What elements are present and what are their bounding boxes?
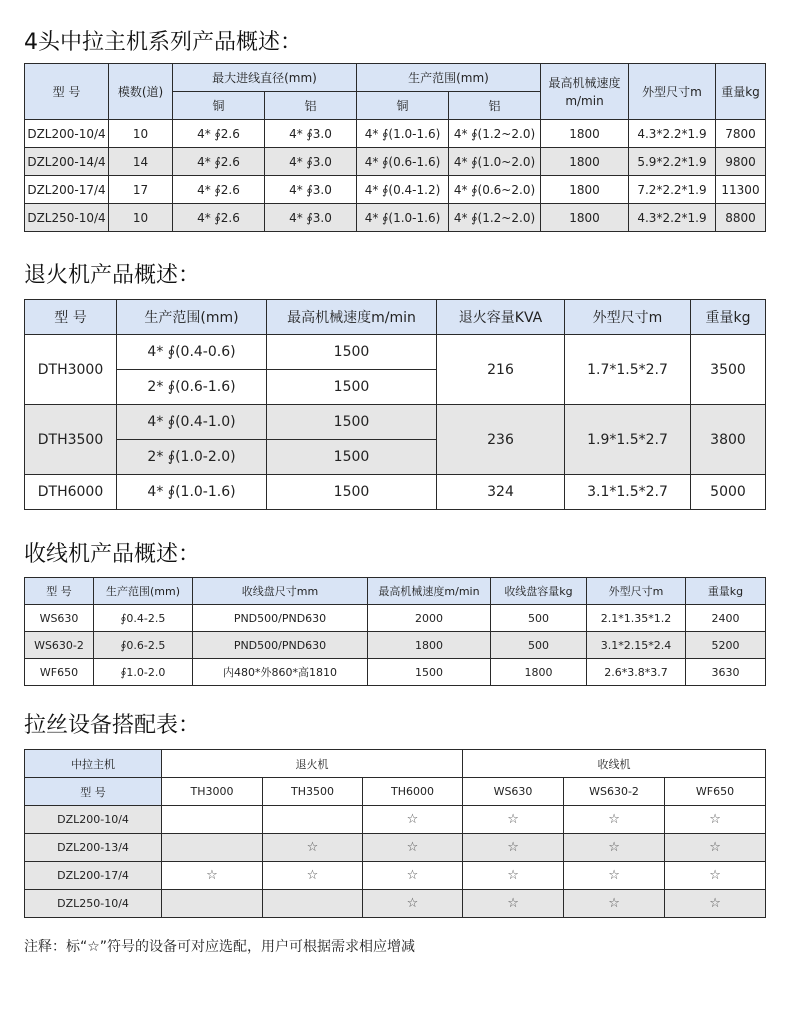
table-row bbox=[25, 890, 766, 918]
cell-inlet-al: 4* ∮3.0 bbox=[265, 204, 357, 232]
header-weight: 重量kg bbox=[686, 578, 766, 605]
header-size: 外型尺寸m bbox=[565, 300, 691, 335]
cell-inlet-cu: 4* ∮2.6 bbox=[173, 148, 265, 176]
cell-range: 4* ∮(1.0-1.6) bbox=[117, 475, 267, 510]
cell-size: 1.9*1.5*2.7 bbox=[565, 405, 691, 475]
header-kva: 退火容量KVA bbox=[437, 300, 565, 335]
cell-model: DZL200-10/4 bbox=[25, 120, 109, 148]
cell-range: 2* ∮(1.0-2.0) bbox=[117, 440, 267, 475]
star-icon: ☆ bbox=[564, 806, 665, 834]
table-row bbox=[25, 605, 766, 632]
header-speed: 最高机械速度m/min bbox=[368, 578, 491, 605]
cell-model: DZL200-17/4 bbox=[25, 862, 162, 890]
cell-model: DZL250-10/4 bbox=[25, 204, 109, 232]
header-copper: 铜 bbox=[173, 92, 265, 120]
cell-weight: 3500 bbox=[691, 335, 766, 405]
cell-weight: 9800 bbox=[716, 148, 766, 176]
cell-dies: 10 bbox=[109, 120, 173, 148]
header-model: 型 号 bbox=[25, 300, 117, 335]
star-icon: ☆ bbox=[665, 862, 766, 890]
star-icon: ☆ bbox=[463, 806, 564, 834]
header-range: 生产范围(mm) bbox=[117, 300, 267, 335]
cell-range-al: 4* ∮(1.2~2.0) bbox=[449, 204, 541, 232]
header-max-inlet: 最大进线直径(mm) bbox=[173, 64, 357, 92]
table-row bbox=[25, 475, 766, 510]
cell-dies: 10 bbox=[109, 204, 173, 232]
cell-inlet-cu: 4* ∮2.6 bbox=[173, 176, 265, 204]
star-icon: ☆ bbox=[665, 834, 766, 862]
table-row bbox=[25, 659, 766, 686]
cell-speed: 1800 bbox=[541, 120, 629, 148]
cell-range: ∮0.6-2.5 bbox=[94, 632, 193, 659]
cell-kva: 216 bbox=[437, 335, 565, 405]
cell-inlet-cu: 4* ∮2.6 bbox=[173, 204, 265, 232]
cell-speed: 1500 bbox=[267, 335, 437, 370]
cell-range: 4* ∮(0.4-0.6) bbox=[117, 335, 267, 370]
cell-size: 3.1*1.5*2.7 bbox=[565, 475, 691, 510]
cell-range-cu: 4* ∮(1.0-1.6) bbox=[357, 120, 449, 148]
star-icon bbox=[263, 806, 363, 834]
cell-range-al: 4* ∮(1.2~2.0) bbox=[449, 120, 541, 148]
table-row bbox=[25, 148, 766, 176]
header-ws630-2: WS630-2 bbox=[564, 778, 665, 806]
cell-reel-size: PND500/PND630 bbox=[193, 632, 368, 659]
star-icon: ☆ bbox=[162, 862, 263, 890]
cell-inlet-cu: 4* ∮2.6 bbox=[173, 120, 265, 148]
star-icon bbox=[162, 806, 263, 834]
star-icon: ☆ bbox=[363, 806, 463, 834]
star-icon bbox=[263, 890, 363, 918]
footnote: 注释：标“☆”符号的设备可对应选配，用户可根据需求相应增减 bbox=[24, 939, 416, 955]
cell-weight: 5200 bbox=[686, 632, 766, 659]
header-ws630: WS630 bbox=[463, 778, 564, 806]
cell-range-cu: 4* ∮(0.6-1.6) bbox=[357, 148, 449, 176]
star-icon: ☆ bbox=[363, 834, 463, 862]
drawing-machine-table bbox=[24, 63, 766, 232]
star-icon: ☆ bbox=[463, 834, 564, 862]
header-wf650: WF650 bbox=[665, 778, 766, 806]
header-th3000: TH3000 bbox=[162, 778, 263, 806]
cell-weight: 8800 bbox=[716, 204, 766, 232]
cell-range: ∮1.0-2.0 bbox=[94, 659, 193, 686]
cell-model: DTH6000 bbox=[25, 475, 117, 510]
header-th6000: TH6000 bbox=[363, 778, 463, 806]
section-title-matching: 拉丝设备搭配表： bbox=[24, 713, 201, 738]
cell-speed: 1800 bbox=[541, 148, 629, 176]
cell-model: WF650 bbox=[25, 659, 94, 686]
cell-range-al: 4* ∮(1.0~2.0) bbox=[449, 148, 541, 176]
star-icon: ☆ bbox=[665, 806, 766, 834]
star-icon bbox=[162, 890, 263, 918]
cell-speed: 1500 bbox=[267, 440, 437, 475]
cell-speed: 1800 bbox=[368, 632, 491, 659]
table-row bbox=[25, 632, 766, 659]
cell-speed: 1800 bbox=[541, 176, 629, 204]
cell-weight: 11300 bbox=[716, 176, 766, 204]
header-dies: 模数(道) bbox=[109, 64, 173, 120]
cell-weight: 3630 bbox=[686, 659, 766, 686]
cell-reel-size: 内480*外860*高1810 bbox=[193, 659, 368, 686]
star-icon: ☆ bbox=[263, 834, 363, 862]
cell-size: 3.1*2.15*2.4 bbox=[587, 632, 686, 659]
cell-model: DZL200-13/4 bbox=[25, 834, 162, 862]
header-th3500: TH3500 bbox=[263, 778, 363, 806]
table-row bbox=[25, 204, 766, 232]
cell-size: 2.1*1.35*1.2 bbox=[587, 605, 686, 632]
cell-reel-capacity: 500 bbox=[491, 605, 587, 632]
header-model: 型 号 bbox=[25, 64, 109, 120]
cell-speed: 1800 bbox=[541, 204, 629, 232]
header-model: 型 号 bbox=[25, 778, 162, 806]
header-aluminum: 铝 bbox=[265, 92, 357, 120]
cell-model: WS630 bbox=[25, 605, 94, 632]
cell-model: DTH3500 bbox=[25, 405, 117, 475]
header-reel-capacity: 收线盘容量kg bbox=[491, 578, 587, 605]
cell-speed: 1500 bbox=[368, 659, 491, 686]
annealer-table bbox=[24, 299, 766, 510]
cell-speed: 1500 bbox=[267, 405, 437, 440]
cell-range: 4* ∮(0.4-1.0) bbox=[117, 405, 267, 440]
cell-size: 4.3*2.2*1.9 bbox=[629, 204, 716, 232]
cell-range-cu: 4* ∮(1.0-1.6) bbox=[357, 204, 449, 232]
star-icon: ☆ bbox=[463, 862, 564, 890]
cell-speed: 1500 bbox=[267, 370, 437, 405]
star-icon: ☆ bbox=[564, 834, 665, 862]
table-row bbox=[25, 335, 766, 370]
cell-size: 1.7*1.5*2.7 bbox=[565, 335, 691, 405]
cell-dies: 17 bbox=[109, 176, 173, 204]
cell-inlet-al: 4* ∮3.0 bbox=[265, 148, 357, 176]
star-icon: ☆ bbox=[463, 890, 564, 918]
cell-reel-size: PND500/PND630 bbox=[193, 605, 368, 632]
cell-range-al: 4* ∮(0.6~2.0) bbox=[449, 176, 541, 204]
cell-reel-capacity: 1800 bbox=[491, 659, 587, 686]
table-row bbox=[25, 405, 766, 440]
header-annealer: 退火机 bbox=[162, 750, 463, 778]
cell-model: DZL200-10/4 bbox=[25, 806, 162, 834]
header-speed: 最高机械速度m/min bbox=[267, 300, 437, 335]
cell-weight: 3800 bbox=[691, 405, 766, 475]
header-range: 生产范围(mm) bbox=[357, 64, 541, 92]
header-weight: 重量kg bbox=[691, 300, 766, 335]
cell-kva: 324 bbox=[437, 475, 565, 510]
cell-size: 5.9*2.2*1.9 bbox=[629, 148, 716, 176]
table-row bbox=[25, 806, 766, 834]
cell-model: DZL200-17/4 bbox=[25, 176, 109, 204]
header-size: 外型尺寸m bbox=[629, 64, 716, 120]
header-takeup: 收线机 bbox=[463, 750, 766, 778]
cell-speed: 2000 bbox=[368, 605, 491, 632]
header-main-machine: 中拉主机 bbox=[25, 750, 162, 778]
header-model: 型 号 bbox=[25, 578, 94, 605]
cell-dies: 14 bbox=[109, 148, 173, 176]
header-weight: 重量kg bbox=[716, 64, 766, 120]
takeup-table bbox=[24, 577, 766, 686]
cell-size: 2.6*3.8*3.7 bbox=[587, 659, 686, 686]
table-row bbox=[25, 176, 766, 204]
cell-model: DZL250-10/4 bbox=[25, 890, 162, 918]
cell-inlet-al: 4* ∮3.0 bbox=[265, 176, 357, 204]
cell-range: 2* ∮(0.6-1.6) bbox=[117, 370, 267, 405]
matching-table bbox=[24, 749, 766, 918]
cell-model: DTH3000 bbox=[25, 335, 117, 405]
star-icon: ☆ bbox=[564, 862, 665, 890]
section-title-takeup: 收线机产品概述： bbox=[24, 542, 201, 567]
cell-weight: 7800 bbox=[716, 120, 766, 148]
cell-speed: 1500 bbox=[267, 475, 437, 510]
header-size: 外型尺寸m bbox=[587, 578, 686, 605]
star-icon: ☆ bbox=[363, 862, 463, 890]
star-icon: ☆ bbox=[263, 862, 363, 890]
cell-weight: 2400 bbox=[686, 605, 766, 632]
cell-size: 4.3*2.2*1.9 bbox=[629, 120, 716, 148]
cell-model: DZL200-14/4 bbox=[25, 148, 109, 176]
section-title-annealer: 退火机产品概述： bbox=[24, 263, 201, 288]
header-aluminum: 铝 bbox=[449, 92, 541, 120]
cell-kva: 236 bbox=[437, 405, 565, 475]
cell-inlet-al: 4* ∮3.0 bbox=[265, 120, 357, 148]
header-range: 生产范围(mm) bbox=[94, 578, 193, 605]
cell-weight: 5000 bbox=[691, 475, 766, 510]
star-icon: ☆ bbox=[363, 890, 463, 918]
header-speed: 最高机械速度m/min bbox=[541, 64, 629, 120]
cell-range-cu: 4* ∮(0.4-1.2) bbox=[357, 176, 449, 204]
table-row bbox=[25, 862, 766, 890]
cell-model: WS630-2 bbox=[25, 632, 94, 659]
star-icon: ☆ bbox=[564, 890, 665, 918]
table-row bbox=[25, 834, 766, 862]
table-row bbox=[25, 120, 766, 148]
header-copper: 铜 bbox=[357, 92, 449, 120]
cell-reel-capacity: 500 bbox=[491, 632, 587, 659]
section-title-drawing-machine: 4头中拉主机系列产品概述： bbox=[24, 30, 302, 55]
cell-range: ∮0.4-2.5 bbox=[94, 605, 193, 632]
star-icon bbox=[162, 834, 263, 862]
header-reel-size: 收线盘尺寸mm bbox=[193, 578, 368, 605]
cell-size: 7.2*2.2*1.9 bbox=[629, 176, 716, 204]
star-icon: ☆ bbox=[665, 890, 766, 918]
